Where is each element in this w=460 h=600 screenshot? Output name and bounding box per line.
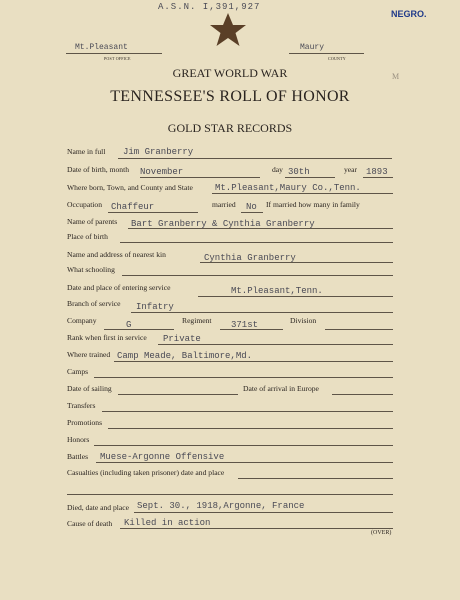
title-gold-star-records: GOLD STAR RECORDS (167, 121, 293, 135)
branch-value: Infatry (136, 302, 174, 312)
post-office-label: POST OFFICE (104, 56, 131, 61)
family-count-label: If married how many in family (266, 200, 360, 209)
race-stamp: NEGRO. (391, 9, 427, 19)
regiment-value: 371st (231, 320, 259, 330)
casualties-label: Casualties (including taken prisoner) date and place (67, 468, 225, 477)
born-where-label: Where born, Town, and County and State (67, 183, 193, 192)
title-roll-of-honor: TENNESSEE'S ROLL OF HONOR (110, 88, 350, 105)
birth-year-label: year (344, 165, 358, 174)
county-label: COUNTY (328, 56, 346, 61)
arrival-label: Date of arrival in Europe (243, 384, 319, 393)
married-label: married (212, 200, 236, 209)
division-label: Division (290, 316, 317, 325)
where-trained-label: Where trained (67, 350, 111, 359)
birth-month-value: November (140, 167, 184, 177)
schooling-label: What schooling (67, 265, 115, 274)
camps-label: Camps (67, 367, 89, 376)
over-note: (OVER) (371, 530, 392, 536)
parents-value: Bart Granberry & Cynthia Granberry (131, 219, 315, 229)
where-trained-value: Camp Meade, Baltimore,Md. (117, 351, 253, 361)
place-of-birth-label: Place of birth (67, 232, 108, 241)
battles-label: Battles (67, 452, 89, 461)
died-label: Died, date and place (67, 503, 129, 512)
company-label: Company (67, 316, 97, 325)
birth-year-value: 1893 (366, 167, 388, 177)
branch-label: Branch of service (67, 299, 121, 308)
cause-of-death-value: Killed in action (124, 518, 211, 528)
nearest-kin-label: Name and address of nearest kin (67, 250, 166, 259)
post-office-value: Mt.Pleasant (75, 43, 128, 52)
name-value: Jim Granberry (123, 147, 194, 157)
occupation-value: Chaffeur (111, 202, 155, 212)
birth-day-label: day (272, 165, 283, 174)
entering-service-label: Date and place of entering service (67, 283, 171, 292)
name-label: Name in full (67, 147, 106, 156)
nearest-kin-value: Cynthia Granberry (204, 253, 296, 263)
birth-day-value: 30th (288, 167, 310, 177)
gold-star-icon (206, 12, 250, 48)
cause-of-death-label: Cause of death (67, 519, 113, 528)
rank-value: Private (163, 334, 201, 344)
died-value: Sept. 30., 1918,Argonne, France (137, 501, 305, 511)
title-great-world-war: GREAT WORLD WAR (172, 66, 288, 80)
battles-value: Muese-Argonne Offensive (100, 452, 225, 462)
margin-pencil-mark: M (392, 72, 400, 81)
honors-label: Honors (67, 435, 90, 444)
parents-label: Name of parents (67, 217, 118, 226)
company-value: G (126, 320, 132, 330)
rank-label: Rank when first in service (67, 333, 147, 342)
sailing-label: Date of sailing (67, 384, 112, 393)
occupation-label: Occupation (67, 200, 103, 209)
entering-service-value: Mt.Pleasant,Tenn. (231, 286, 323, 296)
promotions-label: Promotions (67, 418, 103, 427)
regiment-label: Regiment (182, 316, 212, 325)
born-where-value: Mt.Pleasant,Maury Co.,Tenn. (215, 183, 361, 193)
married-value: No (246, 202, 257, 212)
birth-month-label: Date of birth, month (67, 165, 130, 174)
county-value: Maury (300, 43, 325, 52)
transfers-label: Transfers (67, 401, 96, 410)
asn-number: A.S.N. I,391,927 (158, 2, 261, 12)
